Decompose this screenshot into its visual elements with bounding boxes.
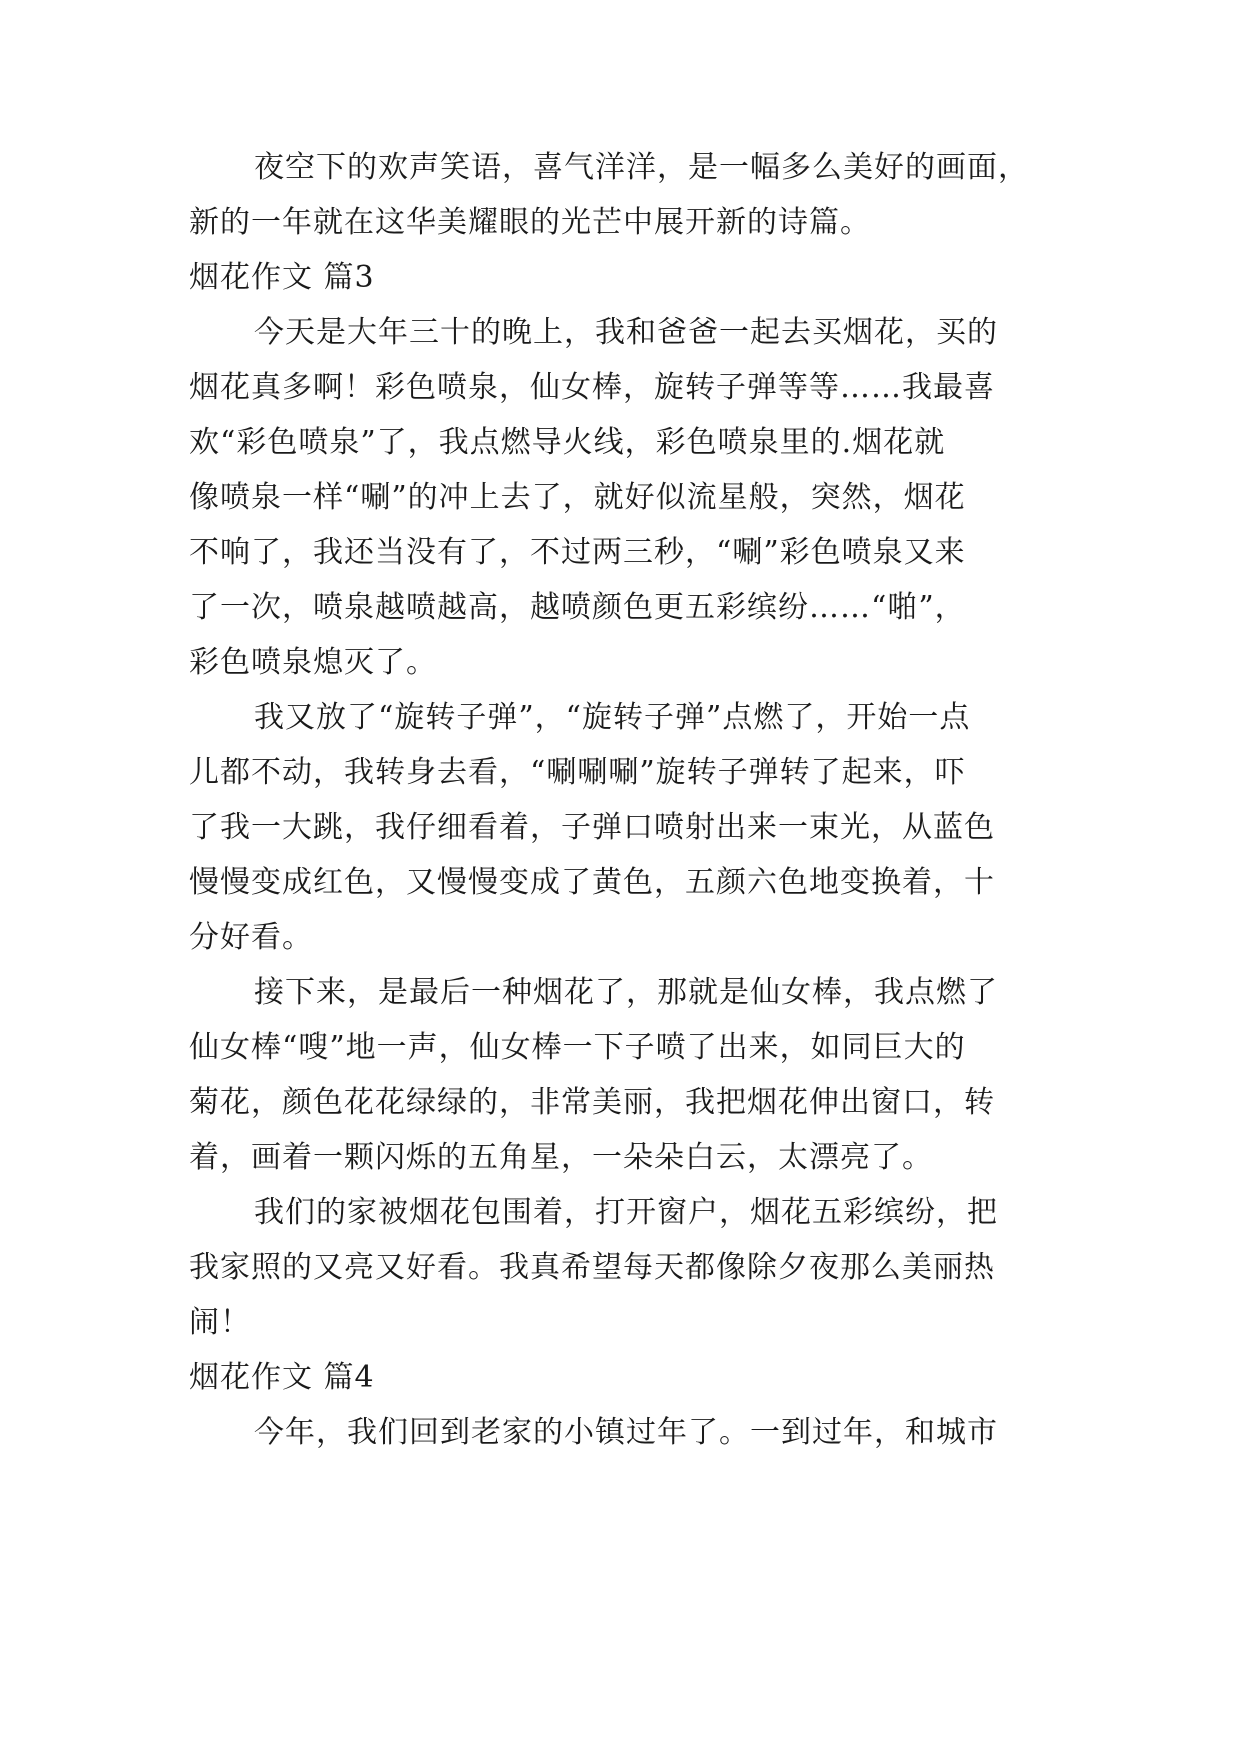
paragraph-line: 烟花真多啊！彩色喷泉，仙女棒，旋转子弹等等……我最喜 [189,370,995,405]
paragraph-line: 慢慢变成红色，又慢慢变成了黄色，五颜六色地变换着，十 [189,865,995,900]
paragraph-line: 了一次，喷泉越喷越高，越喷颜色更五彩缤纷……“啪”， [189,590,966,625]
section-heading: 烟花作文 篇4 [189,1360,375,1395]
paragraph-line: 分好看。 [189,920,313,955]
paragraph-line: 我家照的又亮又好看。我真希望每天都像除夕夜那么美丽热 [189,1250,995,1285]
paragraph-line: 今天是大年三十的晚上，我和爸爸一起去买烟花，买的 [254,315,998,350]
paragraph-line: 不响了，我还当没有了，不过两三秒，“唰”彩色喷泉又来 [189,535,966,570]
section-heading: 烟花作文 篇3 [189,260,375,295]
paragraph-line: 接下来，是最后一种烟花了，那就是仙女棒，我点燃了 [254,975,998,1010]
paragraph-line: 新的一年就在这华美耀眼的光芒中展开新的诗篇。 [189,205,871,240]
paragraph-line: 闹！ [189,1305,251,1340]
paragraph-line: 了我一大跳，我仔细看着，子弹口喷射出来一束光，从蓝色 [189,810,995,845]
paragraph-line: 像喷泉一样“唰”的冲上去了，就好似流星般，突然，烟花 [189,480,966,515]
paragraph-line: 今年，我们回到老家的小镇过年了。一到过年，和城市 [254,1415,998,1450]
paragraph-line: 我们的家被烟花包围着，打开窗户，烟花五彩缤纷，把 [254,1195,998,1230]
paragraph-line: 儿都不动，我转身去看，“唰唰唰”旋转子弹转了起来，吓 [189,755,966,790]
paragraph-line: 着，画着一颗闪烁的五角星，一朵朵白云，太漂亮了。 [189,1140,933,1175]
paragraph-line: 彩色喷泉熄灭了。 [189,645,437,680]
paragraph-line: 仙女棒“嗖”地一声，仙女棒一下子喷了出来，如同巨大的 [189,1030,966,1065]
paragraph-line: 我又放了“旋转子弹”，“旋转子弹”点燃了，开始一点 [254,700,971,735]
paragraph-line: 欢“彩色喷泉”了，我点燃导火线，彩色喷泉里的.烟花就 [189,425,946,460]
paragraph-line: 夜空下的欢声笑语，喜气洋洋，是一幅多么美好的画面， [254,150,1029,185]
paragraph-line: 菊花，颜色花花绿绿的，非常美丽，我把烟花伸出窗口，转 [189,1085,995,1120]
